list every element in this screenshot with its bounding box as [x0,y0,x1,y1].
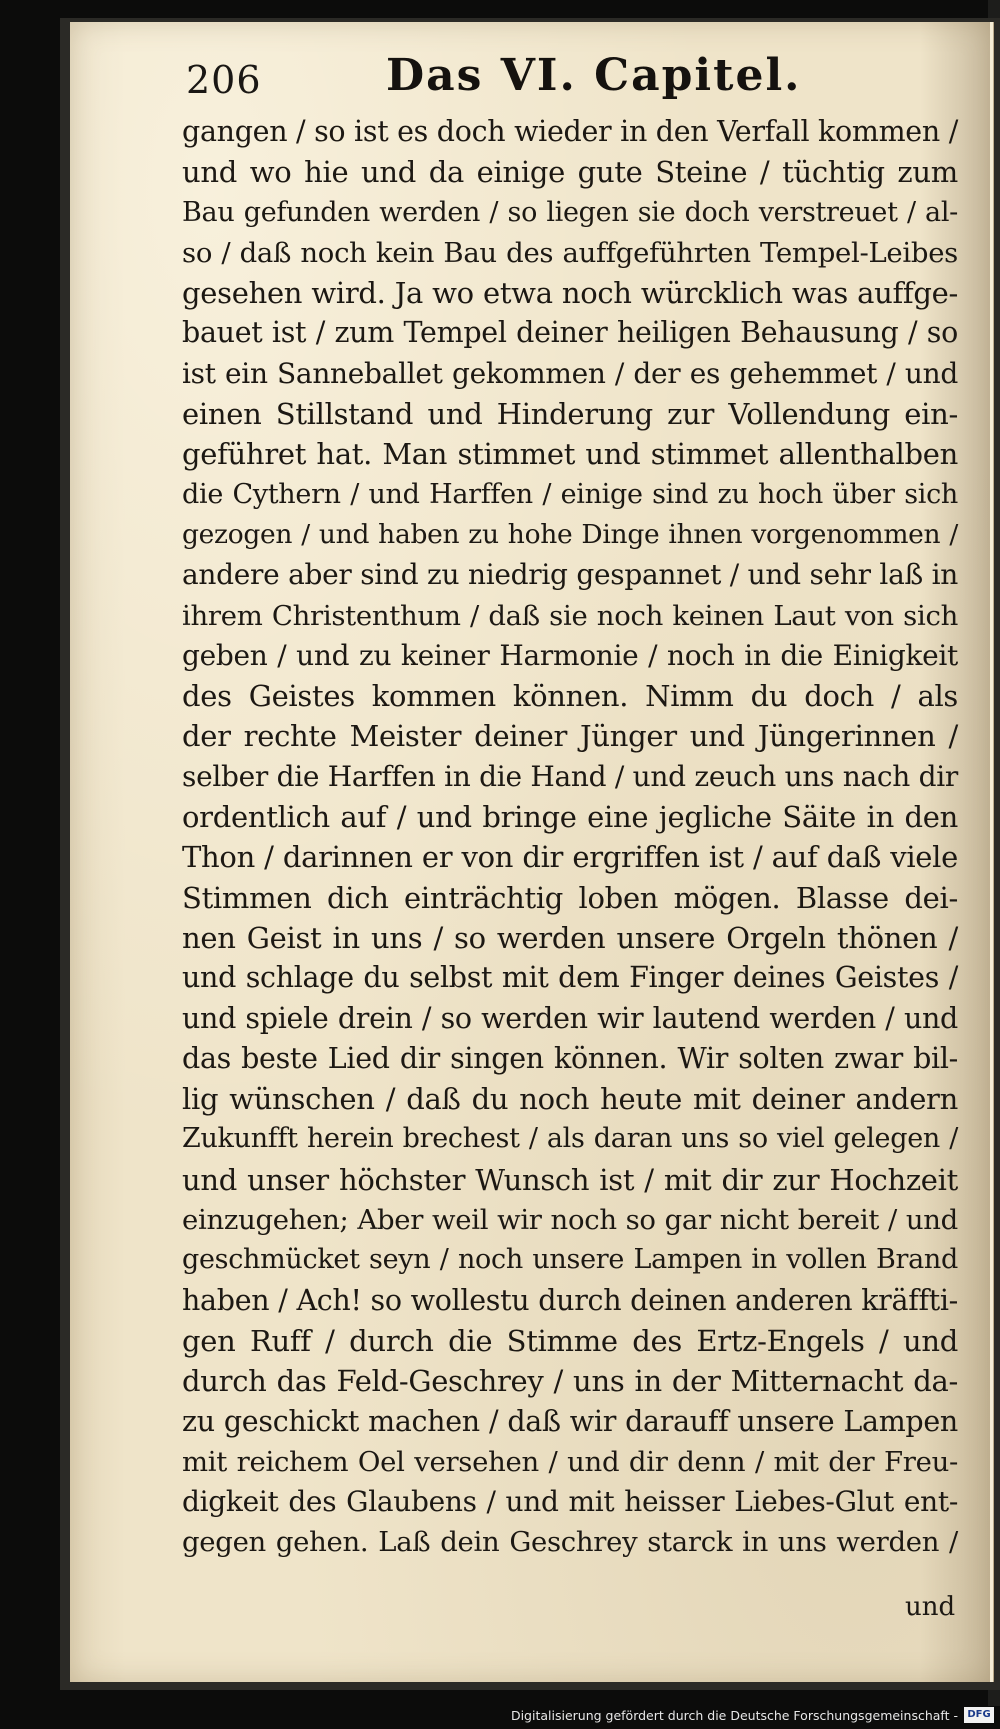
running-head: Das VI. Capitel. [386,50,802,101]
text-line: geschmücket seyn / noch unsere Lampen in vollen Brand [182,1244,958,1276]
page-number: 206 [186,58,262,102]
text-line: ist ein Sanneballet gekommen / der es gehemmet / und [182,356,958,390]
footer-credit: Digitalisierung gefördert durch die Deutsche Forschungsgemeinschaft - [510,1708,958,1723]
text-line: nen Geist in uns / so werden unsere Orgeln thönen / [182,920,958,955]
text-line: ordentlich auf / und bringe eine jegliche Säite in den [182,800,958,835]
text-line: so / daß noch kein Bau des auffgeführten Tempel-Leibes [182,236,958,269]
text-line: mit reichem Oel versehen / und dir denn / mit der Freu- [182,1445,958,1478]
text-line: der rechte Meister deiner Jünger und Jüngerinnen / [182,719,958,754]
text-line: des Geistes kommen können. Nimm du doch / als [182,679,958,714]
text-line: gesehen wird. Ja wo etwa noch würcklich was auffge- [182,276,958,311]
page-edge [990,22,993,1682]
text-line: Stimmen dich einträchtig loben mögen. Blasse dei- [182,880,958,915]
text-line: das beste Lied dir singen können. Wir solten zwar bil- [182,1041,958,1075]
body-text [182,112,958,1563]
text-line: selber die Harffen in die Hand / und zeuch uns nach dir [182,759,958,793]
dfg-logo: DFG [964,1707,994,1723]
text-line: haben / Ach! so wollestu durch deinen anderen kräffti- [182,1283,958,1317]
text-line: gegen gehen. Laß dein Geschrey starck in uns werden / [182,1526,958,1559]
text-line: Thon / darinnen er von dir ergriffen ist / auf daß viele [182,840,958,875]
text-line: Zukunfft herein brechest / als daran uns so viel gelegen / [182,1123,958,1155]
text-line: geben / und zu keiner Harmonie / noch in die Einigkeit [182,638,958,672]
text-line: digkeit des Glaubens / und mit heisser Liebes-Glut ent- [182,1485,958,1519]
text-line: andere aber sind zu niedrig gespannet / und sehr laß in [182,558,958,592]
text-line: gangen / so ist es doch wieder in den Verfall kommen / [182,115,958,148]
text-line: und unser höchster Wunsch ist / mit dir zur Hochzeit [182,1162,958,1197]
text-line: geführet hat. Man stimmet und stimmet allenthalben [182,437,958,472]
page-header [186,50,956,110]
text-line: ihrem Christenthum / daß sie noch keinen Laut von sich [182,599,958,632]
catchword: und [905,1592,956,1622]
text-line: gen Ruff / durch die Stimme des Ertz-Engels / und [182,1323,958,1358]
text-line: die Cythern / und Harffen / einige sind zu hoch über sich [182,478,958,510]
text-line: Bau gefunden werden / so liegen sie doch verstreuet / al- [182,196,958,228]
text-line: lig wünschen / daß du noch heute mit deiner andern [182,1082,958,1117]
text-line: und wo hie und da einige gute Steine / tüchtig zum [182,155,958,190]
text-line: bauet ist / zum Tempel deiner heiligen Behausung / so [182,316,958,350]
text-line: gezogen / und haben zu hohe Dinge ihnen vorgenommen / [182,518,958,550]
text-line: einen Stillstand und Hinderung zur Vollendung ein- [182,397,958,432]
text-line: und spiele drein / so werden wir lautend werden / und [182,1001,958,1035]
text-line: einzugehen; Aber weil wir noch so gar nicht bereit / und [182,1204,958,1237]
text-line: zu geschickt machen / daß wir darauff unsere Lampen [182,1404,958,1438]
text-line: und schlage du selbst mit dem Finger deines Geistes / [182,961,958,995]
text-line: durch das Feld-Geschrey / uns in der Mitternacht da- [182,1364,958,1399]
